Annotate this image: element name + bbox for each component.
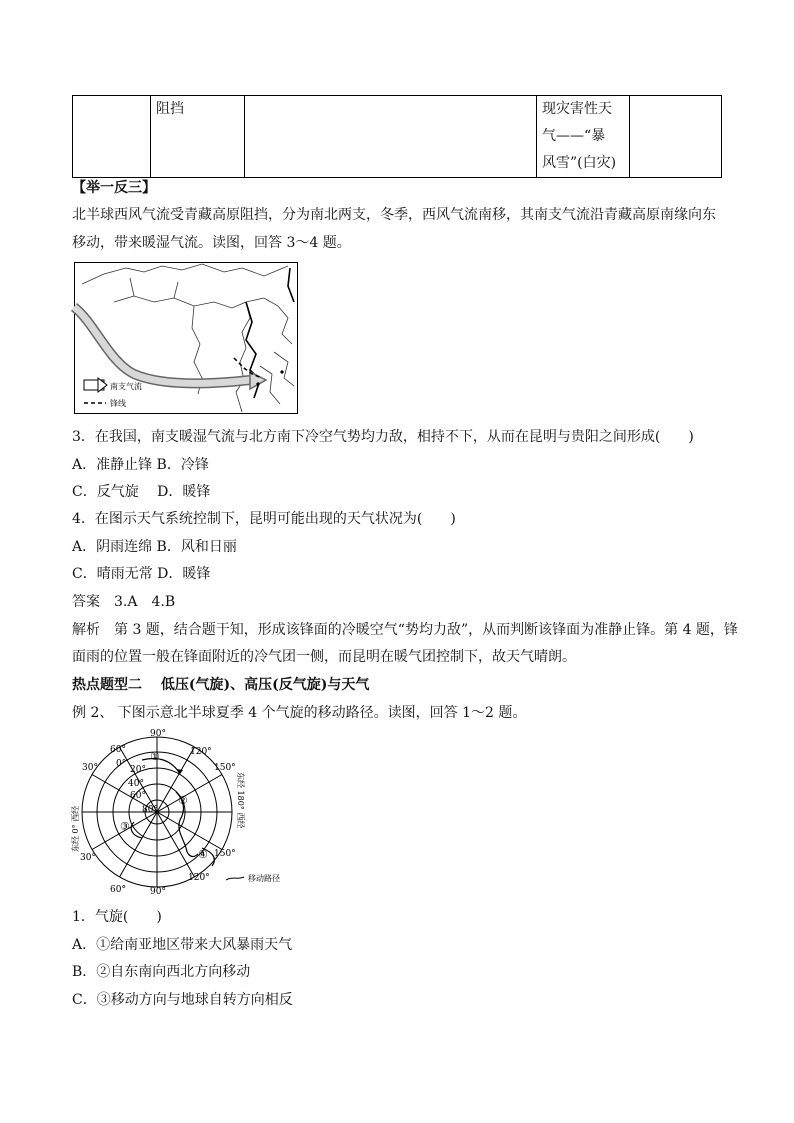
lat-label: 60° [130,791,146,801]
q1-stem: 1．气旋( ) [72,909,162,925]
section-heading-2: 热点题型二 低压(气旋)、高压(反气旋)与天气 [72,677,370,693]
table-cell-text: 阻挡 [156,101,184,117]
table-cell-text: 气——“暴 [542,128,606,144]
table-cell-empty [630,96,722,178]
analysis-line-1: 解析 第 3 题，结合题干知，形成该锋面的冷暖空气“势均力敌”，从而判断该锋面为准静止锋。第 4 题，锋 [72,622,738,638]
lon-label-top: 90° [150,729,166,739]
map-figure [74,262,298,414]
q3-options-ab: A．准静止锋 B．冷锋 [72,457,209,473]
q1-option-b: B．②自东南向西北方向移动 [72,964,251,980]
east-west-label-right: 东经 180° 西经 [236,772,245,829]
q3-stem: 3．在我国，南支暖湿气流与北方南下冷空气势均力敌，相持不下，从而在昆明与贵阳之间形成( ) [72,429,694,445]
lon-label: 30° [82,763,98,773]
table-cell-block [151,96,245,178]
legend-front-label: 锋线 [110,399,126,408]
table-cell-empty [245,96,537,178]
cyclone-4: ④ [198,848,208,861]
lon-label: 150° [214,763,236,773]
table-cell-empty [73,96,151,178]
polar-diagram [72,730,304,895]
lon-zero-label: 0° [116,759,127,769]
lon-label-bottom: 90° [150,887,166,897]
legend-flow-label: 南支气流 [110,382,142,391]
city-dot [256,382,259,385]
legend-path-symbol [226,877,244,880]
lon-label: 150° [214,849,236,859]
lon-label: 120° [190,747,212,757]
lon-label: 120° [188,873,210,883]
lat-label: 20° [130,765,146,775]
section-heading: 【举一反三】 [72,180,156,196]
table-cell-text: 风雪”(白灾) [542,155,617,171]
lon-label: 60° [110,885,126,895]
table-cell-text: 现灾害性天 [542,101,612,117]
example-intro: 例 2、 下图示意北半球夏季 4 个气旋的移动路径。读图，回答 1～2 题。 [72,705,527,721]
lon-label: 30° [80,853,96,863]
cyclone-2: ② [178,794,188,807]
q3-options-cd: C．反气旋 D．暖锋 [72,484,211,500]
q4-options-cd: C．晴雨无常 D．暖锋 [72,566,211,582]
intro-line-2: 移动，带来暖湿气流。读图，回答 3～4 题。 [72,235,351,251]
answer-line: 答案 3.A 4.B [72,594,176,610]
q4-options-ab: A．阴雨连绵 B．风和日丽 [72,539,237,555]
q1-option-c: C．③移动方向与地球自转方向相反 [72,992,293,1008]
analysis-line-2: 面雨的位置一般在锋面附近的冷气团一侧，而昆明在暖气团控制下，故天气晴朗。 [72,649,576,665]
q1-option-a: A．①给南亚地区带来大风暴雨天气 [72,937,293,953]
lat-label: 80° [142,805,158,815]
table-cell-weather [537,96,630,178]
city-dot [280,370,283,373]
lon-label: 60° [110,745,126,755]
legend-path-label: 移动路径 [248,874,280,883]
intro-line-1: 北半球西风气流受青藏高原阻挡，分为南北两支，冬季，西风气流南移，其南支气流沿青藏高原南缘向东 [72,207,716,223]
west-east-label-left: 东经 0° 西经 [71,805,80,852]
cyclone-3: ③ [120,820,130,833]
cyclone-1: ① [150,750,160,763]
top-table [72,95,722,178]
lat-label: 40° [128,779,144,789]
q4-stem: 4．在图示天气系统控制下，昆明可能出现的天气状况为( ) [72,511,456,527]
